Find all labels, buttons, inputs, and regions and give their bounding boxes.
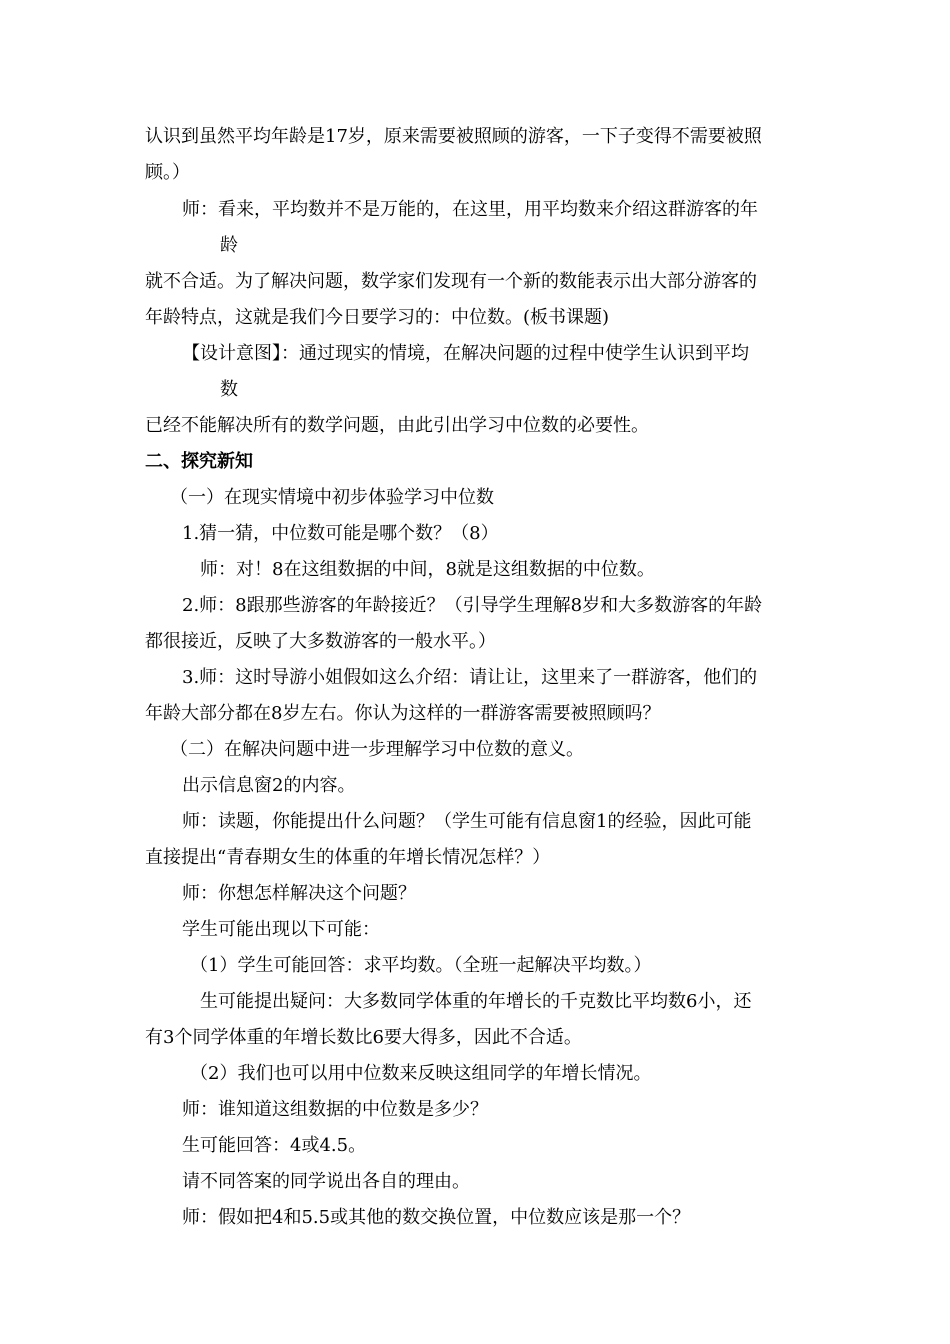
design-intent-line: 【设计意图】：通过现实的情境，在解决问题的过程中使学生认识到平均 [182, 343, 749, 364]
text-line-continuation: 认识到虽然平均年龄是17岁，原来需要被照顾的游客，一下子变得不需要被照 [145, 126, 762, 147]
teacher-line: 师：假如把4和5.5或其他的数交换位置，中位数应该是那一个？ [182, 1207, 691, 1228]
numbered-item: 1.猜一猜，中位数可能是哪个数？（8） [182, 523, 499, 544]
text-line: 生可能提出疑问：大多数同学体重的年增长的千克数比平均数6小，还 [200, 991, 752, 1012]
text-line: 学生可能出现以下可能： [182, 919, 380, 940]
teacher-line: 师：谁知道这组数据的中位数是多少？ [182, 1099, 488, 1120]
text-line: 顾。） [145, 162, 190, 183]
list-item: （2）我们也可以用中位数来反映这组同学的年增长情况。 [190, 1063, 652, 1084]
text-line: 直接提出“青春期女生的体重的年增长情况怎样？） [145, 847, 551, 868]
text-line: 年龄特点，这就是我们今日要学习的：中位数。(板书课题) [145, 307, 610, 328]
teacher-line: 师：对！8在这组数据的中间，8就是这组数据的中位数。 [200, 559, 655, 580]
text-line: 出示信息窗2的内容。 [182, 775, 356, 796]
teacher-line: 师：看来，平均数并不是万能的，在这里，用平均数来介绍这群游客的年 [182, 199, 758, 220]
teacher-line: 师：读题，你能提出什么问题？（学生可能有信息窗1的经验，因此可能 [182, 811, 752, 832]
text-line: 年龄大部分都在8岁左右。你认为这样的一群游客需要被照顾吗？ [145, 703, 661, 724]
text-line: 就不合适。为了解决问题，数学家们发现有一个新的数能表示出大部分游客的 [145, 271, 757, 292]
text-line: 都很接近，反映了大多数游客的一般水平。） [145, 631, 496, 652]
text-line-wrap: 龄 [220, 235, 238, 256]
subsection-heading: （一）在现实情境中初步体验学习中位数 [170, 487, 494, 508]
numbered-item: 3.师：这时导游小姐假如这么介绍：请让让，这里来了一群游客，他们的 [182, 667, 758, 688]
text-line: 已经不能解决所有的数学问题，由此引出学习中位数的必要性。 [145, 415, 649, 436]
subsection-heading: （二）在解决问题中进一步理解学习中位数的意义。 [170, 739, 584, 760]
text-line: 请不同答案的同学说出各自的理由。 [182, 1171, 470, 1192]
section-heading: 二、探究新知 [145, 451, 253, 472]
text-line-wrap: 数 [220, 379, 238, 400]
numbered-item: 2.师：8跟那些游客的年龄接近？（引导学生理解8岁和大多数游客的年龄 [182, 595, 763, 616]
text-line: 生可能回答：4或4.5。 [182, 1135, 367, 1156]
text-line: 有3个同学体重的年增长数比6要大得多，因此不合适。 [145, 1027, 582, 1048]
list-item: （1）学生可能回答：求平均数。（全班一起解决平均数。） [190, 955, 652, 976]
teacher-line: 师：你想怎样解决这个问题？ [182, 883, 416, 904]
